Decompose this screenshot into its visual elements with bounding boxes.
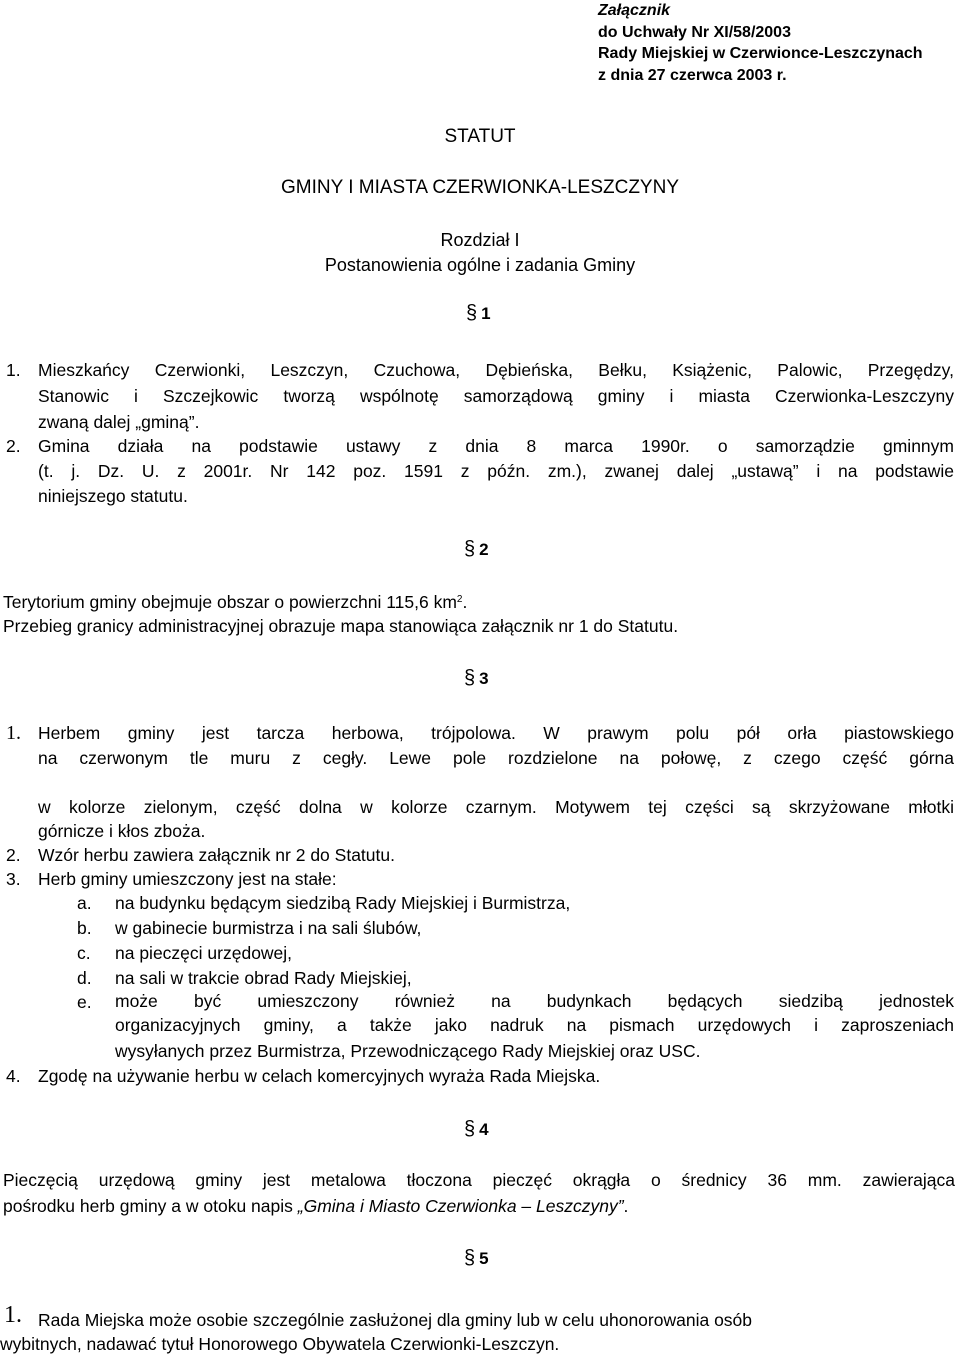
- document-subtitle: GMINY I MIASTA CZERWIONKA-LESZCZYNY: [281, 177, 679, 198]
- list-item: na budynku będącym siedzibą Rady Miejskiej i Burmistrza,: [115, 893, 571, 913]
- section-heading-1: [466, 302, 491, 325]
- paragraph-number: 3.: [6, 869, 21, 889]
- seal-inscription: „Gmina i Miasto Czerwionka – Leszczyny”: [297, 1196, 624, 1216]
- list-item: może być umieszczony również na budynkach będących siedzibą jednostek: [115, 991, 954, 1011]
- paragraph-number: 2.: [6, 436, 21, 456]
- list-item: na pieczęci urzędowej,: [115, 943, 293, 963]
- section-number: 1: [481, 304, 491, 323]
- paragraph-line: Mieszkańcy Czerwionki, Leszczyn, Czuchowa, Dębieńska, Bełku, Książenic, Palowic, Przegędzy,: [38, 360, 954, 380]
- section-heading-4: [464, 1118, 489, 1141]
- list-item-continuation: organizacyjnych gminy, a także jako nadruk na pismach urzędowych i zaproszeniach: [115, 1015, 954, 1035]
- list-item-letter: c.: [77, 943, 91, 963]
- paragraph-line: [3, 590, 467, 614]
- section-heading-2: [464, 538, 489, 561]
- header-resolution: do Uchwały Nr XI/58/2003: [598, 23, 791, 41]
- paragraph-line: [3, 1194, 628, 1218]
- list-item-letter: e.: [77, 992, 92, 1012]
- header-council: Rady Miejskiej w Czerwionce-Leszczynach: [598, 45, 923, 62]
- paragraph-line: niniejszego statutu.: [38, 486, 188, 506]
- paragraph-line: Stanowic i Szczejkowic tworzą wspólnotę samorządową gminy i miasta Czerwionka-Leszczyny: [38, 386, 954, 406]
- paragraph-line: Zgodę na używanie herbu w celach komercyjnych wyraża Rada Miejska.: [38, 1066, 601, 1086]
- section-number: 3: [479, 669, 489, 688]
- area-end: .: [462, 592, 468, 612]
- section-sign: §: [464, 538, 476, 560]
- section-heading-3: [464, 667, 489, 690]
- seal-end: .: [623, 1196, 629, 1216]
- list-item-letter: b.: [77, 918, 92, 938]
- paragraph-line: Gmina działa na podstawie ustawy z dnia 8 marca 1990r. o samorządzie gminnym: [38, 436, 954, 456]
- area-exponent: 2: [456, 594, 463, 605]
- section-sign: §: [464, 1247, 476, 1269]
- paragraph-line: w kolorze zielonym, część dolna w kolorze czarnym. Motywem tej części są skrzyżowane młotki: [38, 797, 954, 817]
- section-sign: §: [464, 667, 476, 689]
- list-item: na sali w trakcie obrad Rady Miejskiej,: [115, 968, 412, 988]
- paragraph-line: Herbem gminy jest tarcza herbowa, trójpolowa. W prawym polu pół orła piastowskiego: [38, 723, 954, 743]
- paragraph-line: Przebieg granicy administracyjnej obrazuje mapa stanowiąca załącznik nr 1 do Statutu.: [3, 616, 679, 636]
- list-item-letter: d.: [77, 968, 92, 988]
- document-header: [598, 0, 923, 86]
- paragraph-line: wybitnych, nadawać tytuł Honorowego Obywatela Czerwionki-Leszczyn.: [0, 1334, 560, 1354]
- paragraph-number: 1.: [6, 360, 21, 380]
- paragraph-line: górnicze i kłos zboża.: [38, 821, 206, 841]
- paragraph-number: 4.: [6, 1066, 21, 1086]
- seal-text: pośrodku herb gminy a w otoku napis: [3, 1196, 298, 1216]
- paragraph-number: 2.: [6, 845, 21, 865]
- header-date: z dnia 27 czerwca 2003 r.: [598, 66, 787, 84]
- paragraph-line: zwaną dalej „gminą”.: [38, 412, 200, 432]
- list-item: w gabinecie burmistrza i na sali ślubów,: [115, 918, 422, 938]
- chapter-number: Rozdział I: [440, 230, 520, 250]
- section-sign: §: [464, 1118, 476, 1140]
- paragraph-line: na czerwonym tle muru z cegły. Lewe pole rozdzielone na połowę, z czego część górna: [38, 748, 954, 768]
- paragraph-number: 1.: [4, 1302, 22, 1328]
- section-number: 4: [479, 1120, 489, 1139]
- paragraph-line: Rada Miejska może osobie szczególnie zasłużonej dla gminy lub w celu uhonorowania osób: [38, 1310, 753, 1330]
- section-heading-5: [464, 1247, 489, 1270]
- list-item-letter: a.: [77, 893, 92, 913]
- header-annex-label: Załącznik: [598, 2, 671, 19]
- area-text: Terytorium gminy obejmuje obszar o powierzchni 115,6 km: [3, 592, 457, 612]
- paragraph-line: Pieczęcią urzędową gminy jest metalowa tłoczona pieczęć okrągła o średnicy 36 mm. zawierająca: [3, 1170, 955, 1190]
- paragraph-line: (t. j. Dz. U. z 2001r. Nr 142 poz. 1591 z późn. zm.), zwanej dalej „ustawą” i na podstawie: [38, 461, 954, 481]
- document-title: STATUT: [444, 126, 516, 147]
- paragraph-line: Wzór herbu zawiera załącznik nr 2 do Statutu.: [38, 845, 395, 865]
- section-number: 5: [479, 1249, 489, 1268]
- chapter-title: Postanowienia ogólne i zadania Gminy: [324, 255, 636, 275]
- paragraph-line: Herb gminy umieszczony jest na stałe:: [38, 869, 337, 889]
- section-sign: §: [466, 302, 478, 324]
- list-item-continuation: wysyłanych przez Burmistrza, Przewodniczącego Rady Miejskiej oraz USC.: [115, 1041, 701, 1061]
- paragraph-number: 1.: [6, 722, 21, 744]
- section-number: 2: [479, 540, 489, 559]
